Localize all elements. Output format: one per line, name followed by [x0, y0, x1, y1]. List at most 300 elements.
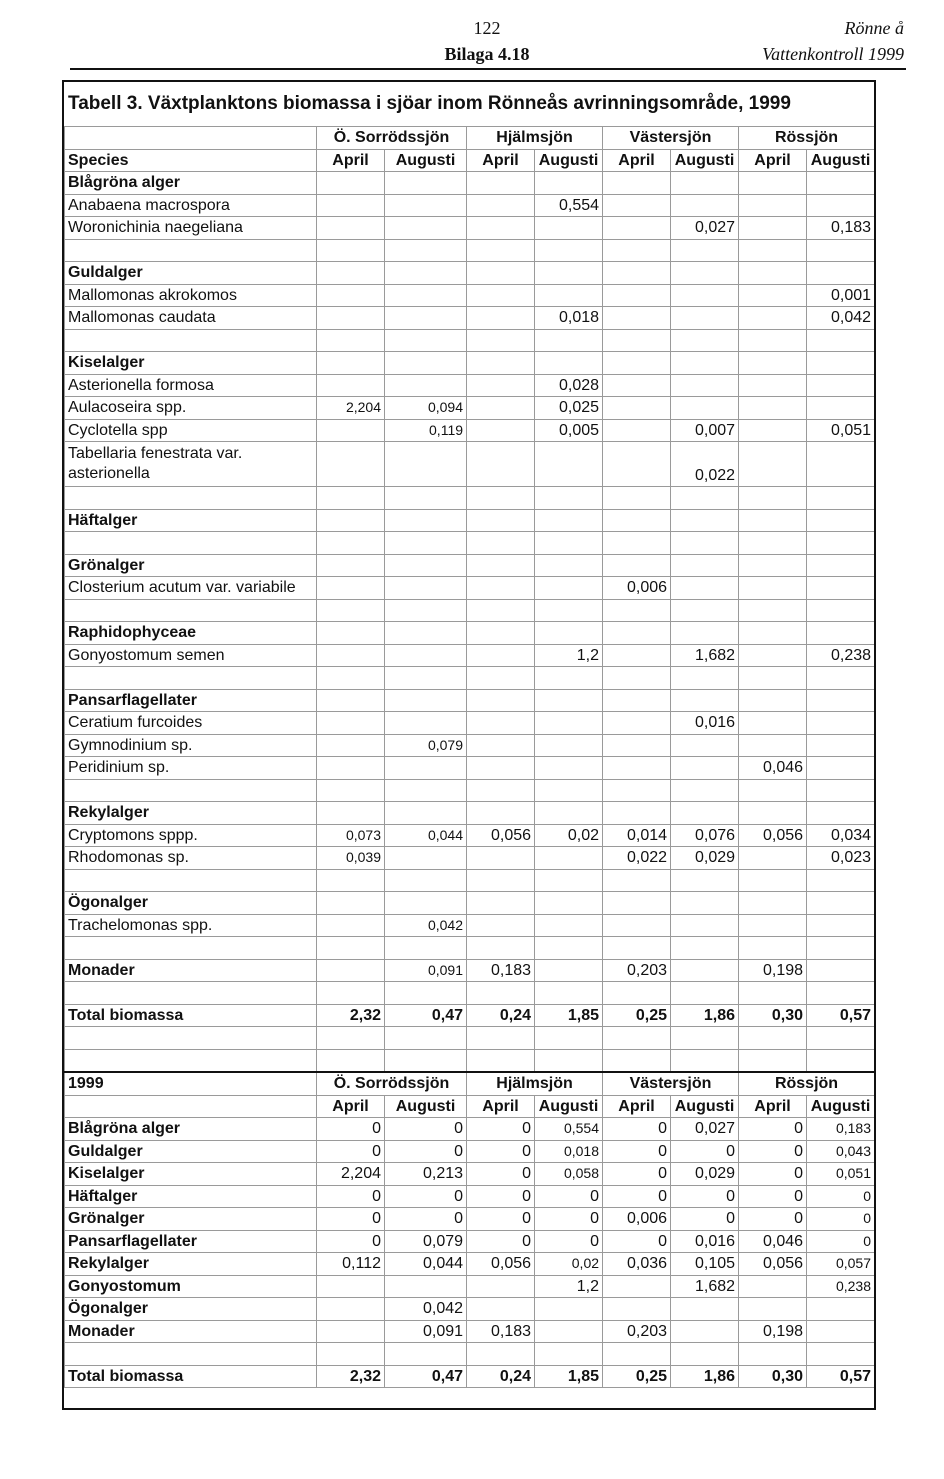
value-cell	[671, 284, 739, 307]
table-row	[65, 262, 875, 285]
value-cell: 0,029	[671, 847, 739, 870]
value-cell: 0,007	[671, 419, 739, 442]
value-cell: 0,042	[807, 307, 875, 330]
value-cell	[467, 1298, 535, 1321]
row-label: Raphidophyceae	[65, 622, 317, 645]
value-cell	[807, 757, 875, 780]
value-cell	[603, 779, 671, 802]
value-cell	[385, 374, 467, 397]
row-label: Häftalger	[65, 1185, 317, 1208]
value-cell	[385, 779, 467, 802]
value-cell: 0	[467, 1208, 535, 1231]
value-cell: 0,47	[385, 1004, 467, 1027]
table-row	[65, 779, 875, 802]
value-cell	[603, 1343, 671, 1366]
value-cell	[603, 869, 671, 892]
value-cell	[385, 892, 467, 915]
value-cell	[317, 487, 385, 510]
value-cell	[385, 172, 467, 195]
table-row	[65, 307, 875, 330]
value-cell	[385, 869, 467, 892]
value-cell	[385, 712, 467, 735]
value-cell: 0,042	[385, 1298, 467, 1321]
value-cell	[467, 779, 535, 802]
table-row	[65, 217, 875, 240]
value-cell	[671, 577, 739, 600]
value-cell	[385, 442, 467, 487]
value-cell	[807, 487, 875, 510]
table-row	[65, 1163, 875, 1186]
value-cell	[807, 509, 875, 532]
table-row	[65, 487, 875, 510]
value-cell	[603, 217, 671, 240]
value-cell: 0,044	[385, 824, 467, 847]
value-cell	[671, 329, 739, 352]
value-cell: 0,02	[535, 1253, 603, 1276]
value-cell	[671, 734, 739, 757]
lake-header: Rössjön	[739, 1072, 875, 1095]
value-cell	[807, 262, 875, 285]
table-row	[65, 1298, 875, 1321]
value-cell	[807, 374, 875, 397]
value-cell	[603, 329, 671, 352]
value-cell	[739, 1298, 807, 1321]
value-cell: 0,044	[385, 1253, 467, 1276]
value-cell	[467, 487, 535, 510]
value-cell: 0	[671, 1208, 739, 1231]
value-cell	[603, 352, 671, 375]
value-cell	[739, 532, 807, 555]
value-cell	[535, 712, 603, 735]
value-cell	[739, 374, 807, 397]
table-row	[65, 532, 875, 555]
row-label	[65, 667, 317, 690]
value-cell	[603, 892, 671, 915]
value-cell	[467, 1343, 535, 1366]
value-cell: 0,043	[807, 1140, 875, 1163]
value-cell	[671, 397, 739, 420]
value-cell	[807, 869, 875, 892]
value-cell: 0	[467, 1118, 535, 1141]
value-cell	[385, 847, 467, 870]
value-cell	[535, 352, 603, 375]
month-header: Augusti	[671, 1095, 739, 1118]
value-cell	[739, 509, 807, 532]
value-cell	[671, 194, 739, 217]
value-cell: 0,058	[535, 1163, 603, 1186]
species-header	[65, 1095, 317, 1118]
row-label: Monader	[65, 959, 317, 982]
table-row	[65, 1343, 875, 1366]
table-row	[65, 667, 875, 690]
value-cell	[535, 1049, 603, 1072]
value-cell: 0,018	[535, 1140, 603, 1163]
row-label: Häftalger	[65, 509, 317, 532]
value-cell	[317, 599, 385, 622]
value-cell	[671, 1298, 739, 1321]
table-row	[65, 1140, 875, 1163]
value-cell	[671, 779, 739, 802]
value-cell	[317, 869, 385, 892]
value-cell	[603, 487, 671, 510]
value-cell: 0,554	[535, 1118, 603, 1141]
value-cell	[603, 442, 671, 487]
value-cell: 0	[603, 1118, 671, 1141]
value-cell: 0	[467, 1140, 535, 1163]
value-cell	[739, 1343, 807, 1366]
value-cell	[671, 532, 739, 555]
value-cell	[317, 442, 385, 487]
table-row	[65, 284, 875, 307]
value-cell	[603, 644, 671, 667]
value-cell	[535, 599, 603, 622]
value-cell	[603, 262, 671, 285]
value-cell: 0	[671, 1140, 739, 1163]
value-cell	[317, 937, 385, 960]
table-row	[65, 937, 875, 960]
value-cell: 0,051	[807, 419, 875, 442]
value-cell	[671, 982, 739, 1005]
row-label: Kiselalger	[65, 1163, 317, 1186]
table-row	[65, 352, 875, 375]
value-cell: 0,25	[603, 1365, 671, 1388]
row-label: Ögonalger	[65, 1298, 317, 1321]
value-cell: 0	[385, 1208, 467, 1231]
value-cell: 0,029	[671, 1163, 739, 1186]
value-cell	[603, 757, 671, 780]
value-cell	[317, 667, 385, 690]
value-cell: 0	[603, 1140, 671, 1163]
value-cell	[467, 622, 535, 645]
species-biomass-table	[64, 126, 875, 1388]
value-cell	[317, 577, 385, 600]
value-cell	[739, 599, 807, 622]
month-header-row	[65, 149, 875, 172]
row-label: Grönalger	[65, 1208, 317, 1231]
value-cell	[739, 734, 807, 757]
value-cell	[739, 847, 807, 870]
value-cell	[535, 487, 603, 510]
value-cell	[467, 689, 535, 712]
row-label	[65, 1027, 317, 1050]
value-cell	[317, 959, 385, 982]
value-cell	[385, 802, 467, 825]
row-label: Total biomassa	[65, 1004, 317, 1027]
value-cell	[467, 712, 535, 735]
month-header: Augusti	[807, 1095, 875, 1118]
value-cell	[603, 239, 671, 262]
value-cell: 0,016	[671, 1230, 739, 1253]
value-cell	[671, 667, 739, 690]
month-header: April	[467, 149, 535, 172]
table-row	[65, 329, 875, 352]
value-cell: 0	[671, 1185, 739, 1208]
value-cell: 2,32	[317, 1365, 385, 1388]
value-cell	[317, 982, 385, 1005]
value-cell	[739, 352, 807, 375]
value-cell: 0,042	[385, 914, 467, 937]
value-cell	[317, 262, 385, 285]
value-cell: 0	[603, 1230, 671, 1253]
value-cell: 0	[467, 1230, 535, 1253]
value-cell	[739, 397, 807, 420]
row-label: Peridinium sp.	[65, 757, 317, 780]
value-cell: 0,073	[317, 824, 385, 847]
table-row	[65, 1275, 875, 1298]
lake-header: Hjälmsjön	[467, 127, 603, 150]
value-cell	[739, 217, 807, 240]
value-cell	[603, 802, 671, 825]
row-label	[65, 599, 317, 622]
lake-header-row	[65, 127, 875, 150]
month-header: Augusti	[535, 1095, 603, 1118]
value-cell	[603, 419, 671, 442]
value-cell	[535, 262, 603, 285]
value-cell	[317, 419, 385, 442]
value-cell	[739, 622, 807, 645]
value-cell	[739, 307, 807, 330]
value-cell	[467, 352, 535, 375]
table-row	[65, 442, 875, 487]
value-cell	[739, 802, 807, 825]
value-cell	[535, 1320, 603, 1343]
value-cell	[807, 667, 875, 690]
value-cell: 0	[467, 1163, 535, 1186]
value-cell	[807, 1298, 875, 1321]
table-row	[65, 1365, 875, 1388]
table-row	[65, 239, 875, 262]
value-cell	[807, 802, 875, 825]
value-cell	[535, 667, 603, 690]
row-label: Gonyostomum semen	[65, 644, 317, 667]
lake-header: Västersjön	[603, 1072, 739, 1095]
value-cell: 0,046	[739, 1230, 807, 1253]
value-cell	[603, 554, 671, 577]
table-row	[65, 1049, 875, 1072]
value-cell	[535, 329, 603, 352]
value-cell	[535, 1027, 603, 1050]
value-cell	[467, 1275, 535, 1298]
month-header: Augusti	[385, 149, 467, 172]
value-cell	[603, 284, 671, 307]
value-cell: 2,204	[317, 397, 385, 420]
value-cell	[385, 599, 467, 622]
value-cell	[671, 1049, 739, 1072]
value-cell: 0,056	[467, 824, 535, 847]
value-cell: 0	[807, 1185, 875, 1208]
value-cell	[535, 577, 603, 600]
value-cell: 0,24	[467, 1004, 535, 1027]
value-cell	[385, 352, 467, 375]
row-label: Monader	[65, 1320, 317, 1343]
value-cell	[317, 734, 385, 757]
value-cell: 1,86	[671, 1365, 739, 1388]
value-cell: 0,046	[739, 757, 807, 780]
row-label	[65, 937, 317, 960]
value-cell	[807, 352, 875, 375]
value-cell: 0,091	[385, 959, 467, 982]
value-cell	[739, 239, 807, 262]
value-cell: 0,039	[317, 847, 385, 870]
value-cell: 0,57	[807, 1004, 875, 1027]
value-cell	[535, 622, 603, 645]
row-label	[65, 487, 317, 510]
value-cell: 0	[385, 1185, 467, 1208]
value-cell	[385, 487, 467, 510]
value-cell	[317, 892, 385, 915]
row-label: Blågröna alger	[65, 172, 317, 195]
value-cell: 0,027	[671, 1118, 739, 1141]
value-cell	[467, 599, 535, 622]
value-cell: 1,85	[535, 1004, 603, 1027]
value-cell	[671, 374, 739, 397]
value-cell	[385, 577, 467, 600]
value-cell: 0,24	[467, 1365, 535, 1388]
value-cell	[807, 914, 875, 937]
value-cell: 0,105	[671, 1253, 739, 1276]
value-cell: 0,183	[467, 959, 535, 982]
value-cell	[671, 509, 739, 532]
value-cell: 0	[317, 1140, 385, 1163]
value-cell: 0,022	[671, 442, 739, 487]
value-cell	[807, 599, 875, 622]
value-cell	[535, 937, 603, 960]
value-cell	[385, 689, 467, 712]
row-label	[65, 1049, 317, 1072]
value-cell: 0,238	[807, 1275, 875, 1298]
row-label: Ögonalger	[65, 892, 317, 915]
value-cell: 0,051	[807, 1163, 875, 1186]
row-label	[65, 532, 317, 555]
value-cell	[671, 937, 739, 960]
value-cell	[385, 217, 467, 240]
value-cell	[385, 644, 467, 667]
value-cell: 0,036	[603, 1253, 671, 1276]
value-cell	[467, 892, 535, 915]
table-row	[65, 509, 875, 532]
value-cell	[603, 914, 671, 937]
value-cell: 0	[739, 1208, 807, 1231]
appendix-label: Bilaga 4.18	[444, 44, 530, 64]
value-cell: 0	[385, 1118, 467, 1141]
value-cell	[739, 442, 807, 487]
value-cell	[807, 982, 875, 1005]
row-label: Cryptomons sppp.	[65, 824, 317, 847]
value-cell	[603, 374, 671, 397]
value-cell	[671, 1027, 739, 1050]
month-header: April	[603, 149, 671, 172]
value-cell	[535, 217, 603, 240]
month-header: April	[739, 149, 807, 172]
value-cell: 0,238	[807, 644, 875, 667]
row-label: Grönalger	[65, 554, 317, 577]
table-row	[65, 1027, 875, 1050]
header-rule	[70, 68, 906, 70]
value-cell	[739, 689, 807, 712]
value-cell	[739, 487, 807, 510]
value-cell	[807, 577, 875, 600]
value-cell	[603, 1027, 671, 1050]
month-header: April	[317, 1095, 385, 1118]
value-cell	[535, 239, 603, 262]
value-cell	[467, 914, 535, 937]
row-label: Ceratium furcoides	[65, 712, 317, 735]
value-cell	[807, 172, 875, 195]
value-cell	[317, 802, 385, 825]
row-label	[65, 239, 317, 262]
value-cell	[739, 329, 807, 352]
row-label: Guldalger	[65, 1140, 317, 1163]
value-cell: 0,30	[739, 1004, 807, 1027]
row-label	[65, 869, 317, 892]
value-cell	[807, 689, 875, 712]
row-label	[65, 442, 317, 487]
value-cell	[807, 554, 875, 577]
table-row	[65, 599, 875, 622]
value-cell: 0,02	[535, 824, 603, 847]
value-cell	[467, 644, 535, 667]
table-title: Tabell 3. Växtplanktons biomassa i sjöar inom Rönneås avrinningsområde, 1999	[68, 93, 791, 114]
value-cell	[535, 1343, 603, 1366]
row-label	[65, 982, 317, 1005]
value-cell	[671, 689, 739, 712]
value-cell	[385, 622, 467, 645]
value-cell	[317, 712, 385, 735]
value-cell	[535, 442, 603, 487]
lake-header: Ö. Sorrödssjön	[317, 1072, 467, 1095]
value-cell	[807, 1320, 875, 1343]
value-cell	[671, 622, 739, 645]
value-cell	[671, 239, 739, 262]
value-cell	[385, 1275, 467, 1298]
row-label	[65, 1343, 317, 1366]
table-row	[65, 712, 875, 735]
value-cell	[807, 734, 875, 757]
value-cell	[317, 554, 385, 577]
value-cell: 0	[807, 1208, 875, 1231]
value-cell	[467, 262, 535, 285]
value-cell	[467, 869, 535, 892]
value-cell	[385, 194, 467, 217]
value-cell	[671, 554, 739, 577]
value-cell	[317, 374, 385, 397]
value-cell	[467, 172, 535, 195]
value-cell	[317, 757, 385, 780]
value-cell: 0	[739, 1140, 807, 1163]
value-cell	[603, 982, 671, 1005]
value-cell	[317, 1049, 385, 1072]
value-cell	[603, 307, 671, 330]
value-cell	[739, 172, 807, 195]
value-cell	[385, 667, 467, 690]
value-cell: 0,022	[603, 847, 671, 870]
value-cell	[603, 532, 671, 555]
lake-header-row	[65, 1072, 875, 1095]
value-cell: 0	[603, 1185, 671, 1208]
row-label: Rekylalger	[65, 1253, 317, 1276]
value-cell	[671, 307, 739, 330]
value-cell	[603, 599, 671, 622]
value-cell	[807, 937, 875, 960]
table-row	[65, 419, 875, 442]
row-label: Trachelomonas spp.	[65, 914, 317, 937]
value-cell	[603, 712, 671, 735]
row-label: Total biomassa	[65, 1365, 317, 1388]
value-cell	[385, 937, 467, 960]
value-cell: 0,079	[385, 1230, 467, 1253]
value-cell: 0,057	[807, 1253, 875, 1276]
value-cell: 0	[317, 1185, 385, 1208]
